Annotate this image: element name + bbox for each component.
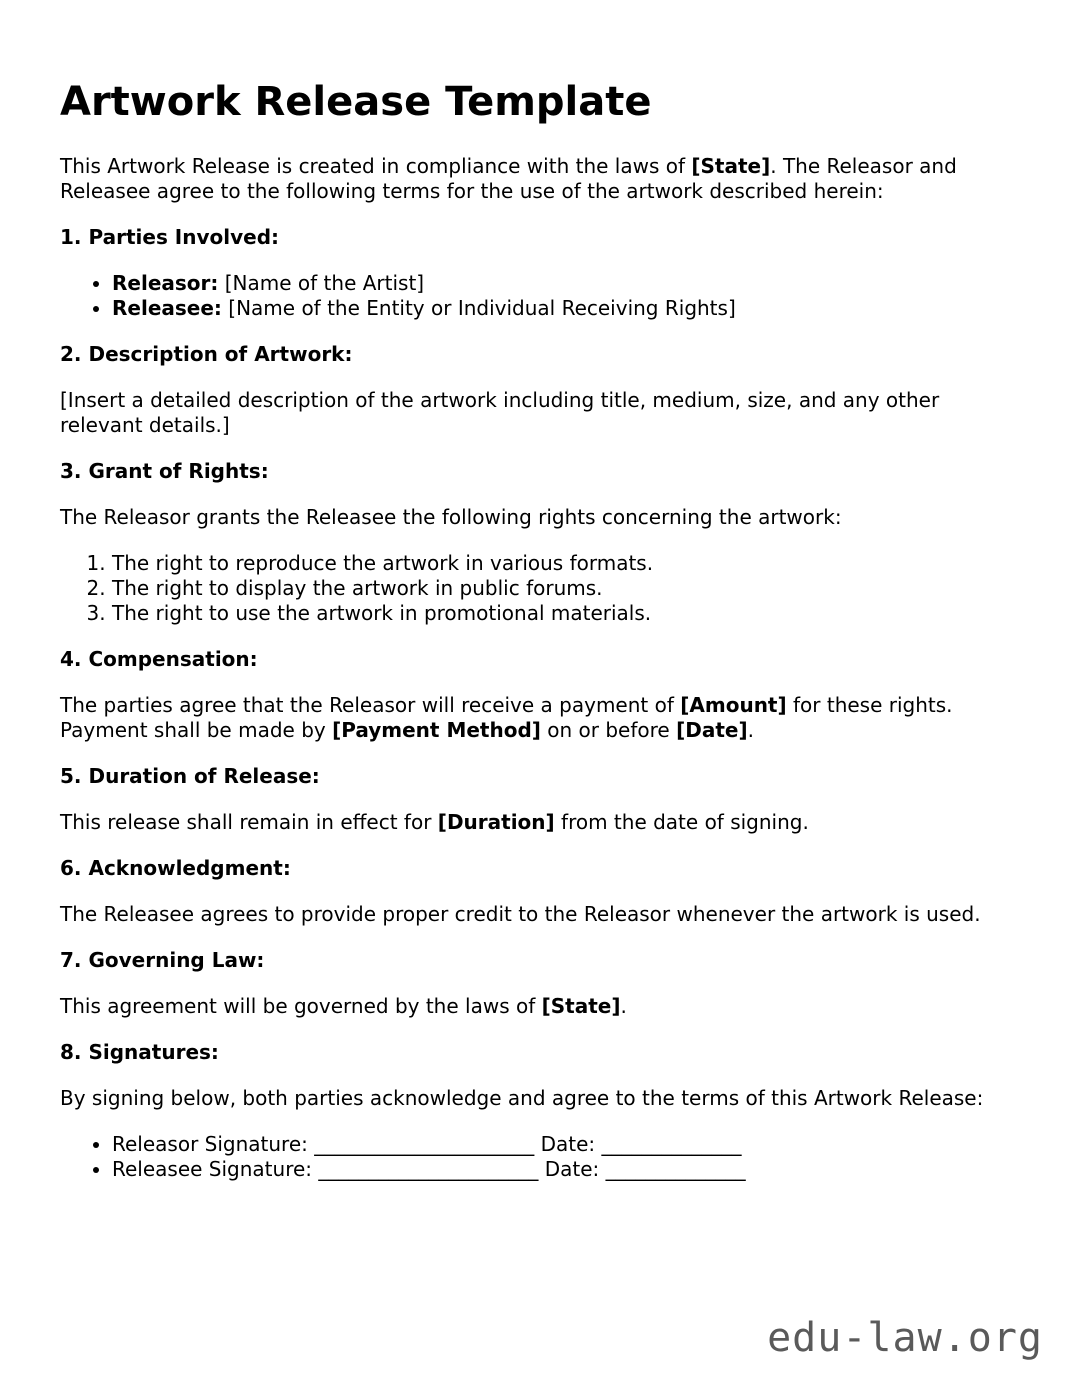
section-heading-duration: 5. Duration of Release: — [60, 764, 320, 788]
acknowledgment-paragraph: The Releasee agrees to provide proper credit to the Releasor whenever the artwork is used. — [60, 902, 981, 926]
date-placeholder: [Date] — [676, 718, 748, 742]
governing-law-text: . — [620, 994, 627, 1018]
releasee-label: Releasee: — [112, 296, 222, 320]
duration-placeholder: [Duration] — [437, 810, 555, 834]
compensation-text: The parties agree that the Releasor will receive a payment of — [60, 693, 681, 717]
duration-paragraph — [60, 810, 1020, 835]
list-item: 2. The right to display the artwork in public forums. — [112, 576, 1020, 601]
page-title: Artwork Release Template — [60, 79, 652, 125]
intro-state-placeholder: [State] — [691, 154, 771, 178]
parties-list — [60, 271, 1020, 321]
governing-law-paragraph — [60, 994, 1020, 1019]
compensation-text: on or before — [540, 718, 677, 742]
rights-list — [60, 551, 1020, 626]
releasor-signature-line: • Releasor Signature: ______________________ Date: ______________ — [112, 1132, 1020, 1157]
list-item: 1. The right to reproduce the artwork in various formats. — [112, 551, 1020, 576]
rights-paragraph: The Releasor grants the Releasee the following rights concerning the artwork: — [60, 505, 842, 529]
section-heading-signatures: 8. Signatures: — [60, 1040, 219, 1064]
watermark: edu-law.org — [767, 1315, 1043, 1361]
releasor-label: Releasor: — [112, 271, 219, 295]
state-placeholder: [State] — [541, 994, 621, 1018]
compensation-text: for these rights. Payment shall be made by — [60, 693, 953, 742]
section-heading-governing-law: 7. Governing Law: — [60, 948, 265, 972]
section-heading-acknowledgment: 6. Acknowledgment: — [60, 856, 291, 880]
releasee-signature-line: • Releasee Signature: ______________________ Date: ______________ — [112, 1157, 1020, 1182]
list-item — [112, 271, 1020, 296]
duration-text: from the date of signing. — [554, 810, 809, 834]
document-page — [60, 76, 1020, 1203]
section-heading-rights: 3. Grant of Rights: — [60, 459, 269, 483]
releasor-value: [Name of the Artist] — [218, 271, 425, 295]
amount-placeholder: [Amount] — [680, 693, 787, 717]
signatures-paragraph: By signing below, both parties acknowledge and agree to the terms of this Artwork Release: — [60, 1086, 984, 1110]
governing-law-text: This agreement will be governed by the laws of — [60, 994, 542, 1018]
intro-paragraph — [60, 154, 1020, 204]
description-paragraph: [Insert a detailed description of the artwork including title, medium, size, and any other relevant details.] — [60, 388, 940, 437]
payment-method-placeholder: [Payment Method] — [332, 718, 541, 742]
compensation-text: . — [747, 718, 754, 742]
compensation-paragraph — [60, 693, 1020, 743]
intro-text-end: . The Releasor and Releasee agree to the following terms for the use of the artwork described herein: — [60, 154, 957, 203]
list-item: 3. The right to use the artwork in promotional materials. — [112, 601, 1020, 626]
section-heading-parties: 1. Parties Involved: — [60, 225, 280, 249]
releasee-value: [Name of the Entity or Individual Receiving Rights] — [221, 296, 736, 320]
section-heading-compensation: 4. Compensation: — [60, 647, 258, 671]
signatures-list — [60, 1132, 1020, 1182]
section-heading-description: 2. Description of Artwork: — [60, 342, 353, 366]
duration-text: This release shall remain in effect for — [60, 810, 438, 834]
list-item — [112, 296, 1020, 321]
intro-text: This Artwork Release is created in compliance with the laws of — [60, 154, 692, 178]
